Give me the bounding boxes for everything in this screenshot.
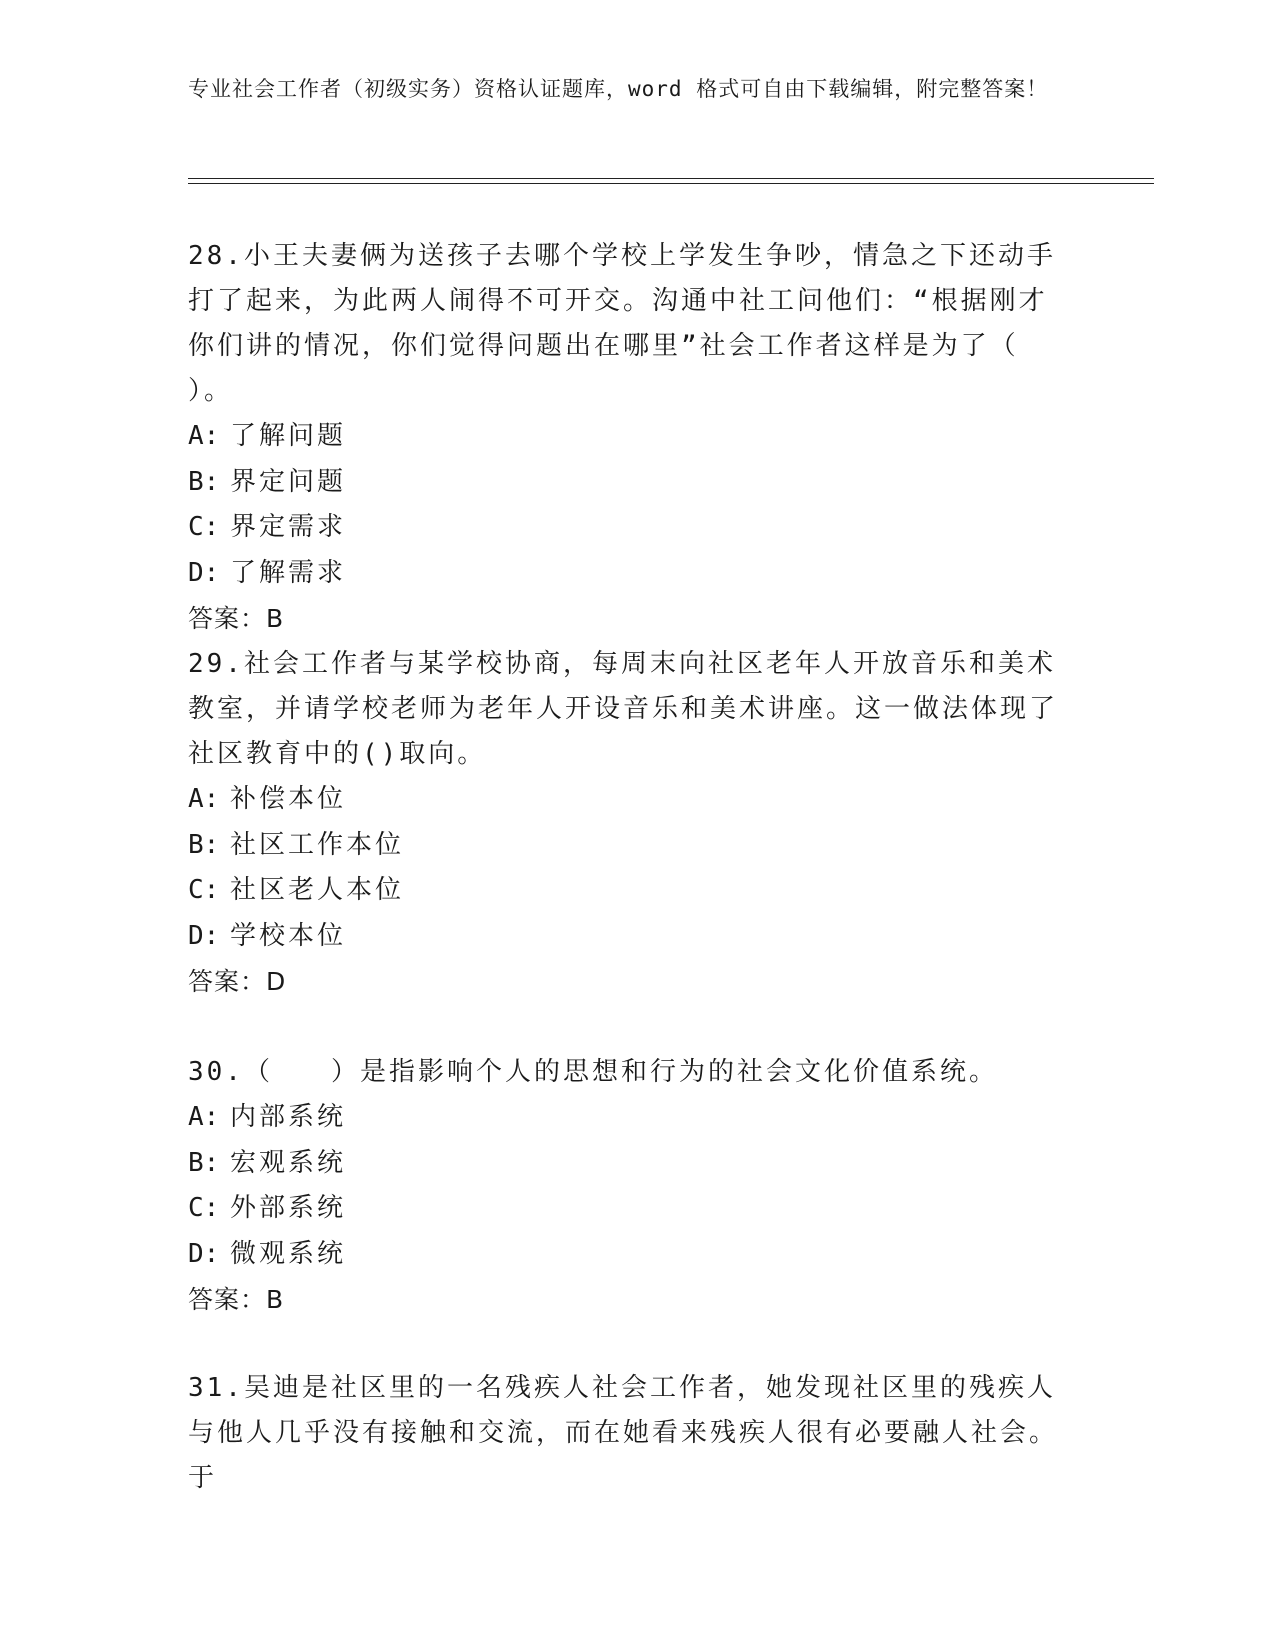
header-divider-top	[188, 178, 1154, 179]
option-text: 学校本位	[230, 920, 347, 951]
option-key: A:	[188, 784, 220, 814]
question-31	[188, 1366, 1068, 1501]
option-key: B:	[188, 1147, 220, 1178]
option-b	[188, 823, 1068, 869]
option-text: 界定需求	[230, 512, 347, 542]
option-b	[188, 460, 1068, 506]
question-stem: 30.（ ）是指影响个人的思想和行为的社会文化价值系统。	[188, 1057, 998, 1087]
option-text: 微观系统	[230, 1238, 347, 1269]
option-text: 了解需求	[230, 557, 347, 588]
option-key: D:	[188, 920, 220, 951]
option-c	[188, 505, 1068, 551]
question-30	[188, 1050, 1068, 1323]
option-text: 社区工作本位	[230, 829, 405, 860]
option-key: B:	[188, 466, 220, 497]
option-text: 外部系统	[230, 1193, 347, 1223]
option-key: C:	[188, 875, 220, 905]
option-a	[188, 414, 1068, 460]
option-text: 界定问题	[230, 466, 347, 497]
option-key: C:	[188, 512, 220, 542]
question-28	[188, 234, 1068, 642]
option-text: 内部系统	[230, 1102, 347, 1132]
option-d	[188, 551, 1068, 597]
question-29	[188, 642, 1068, 1005]
option-a	[188, 1095, 1068, 1141]
option-key: D:	[188, 1238, 220, 1269]
option-key: B:	[188, 829, 220, 860]
answer-line: 答案：D	[188, 967, 287, 996]
question-stem: 29.社会工作者与某学校协商，每周末向社区老年人开放音乐和美术教室，并请学校老师为老年人开设音乐和美术讲座。这一做法体现了社区教育中的()取向。	[188, 649, 1059, 769]
option-text: 社区老人本位	[230, 875, 405, 905]
option-d	[188, 1232, 1068, 1278]
option-key: C:	[188, 1193, 220, 1223]
answer-line: 答案：B	[188, 1285, 285, 1314]
document-header: 专业社会工作者（初级实务）资格认证题库，word 格式可自由下载编辑，附完整答案！	[188, 77, 1049, 101]
option-key: A:	[188, 421, 220, 451]
option-key: A:	[188, 1102, 220, 1132]
option-text: 了解问题	[230, 421, 347, 451]
option-a	[188, 777, 1068, 823]
question-stem: 31.吴迪是社区里的一名残疾人社会工作者，她发现社区里的残疾人与他人几乎没有接触和交流，而在她看来残疾人很有必要融人社会。于	[188, 1373, 1059, 1493]
option-key: D:	[188, 557, 220, 588]
answer-line: 答案：B	[188, 604, 285, 633]
header-divider-bottom	[188, 183, 1154, 184]
option-text: 宏观系统	[230, 1147, 347, 1178]
option-c	[188, 1186, 1068, 1232]
option-b	[188, 1141, 1068, 1187]
option-c	[188, 868, 1068, 914]
question-stem: 28.小王夫妻俩为送孩子去哪个学校上学发生争吵，情急之下还动手打了起来，为此两人闹得不可开交。沟通中社工问他们：“根据刚才你们讲的情况，你们觉得问题出在哪里”社会工作者这样是为了（ ）。	[188, 241, 1056, 406]
option-d	[188, 914, 1068, 960]
option-text: 补偿本位	[230, 784, 347, 814]
